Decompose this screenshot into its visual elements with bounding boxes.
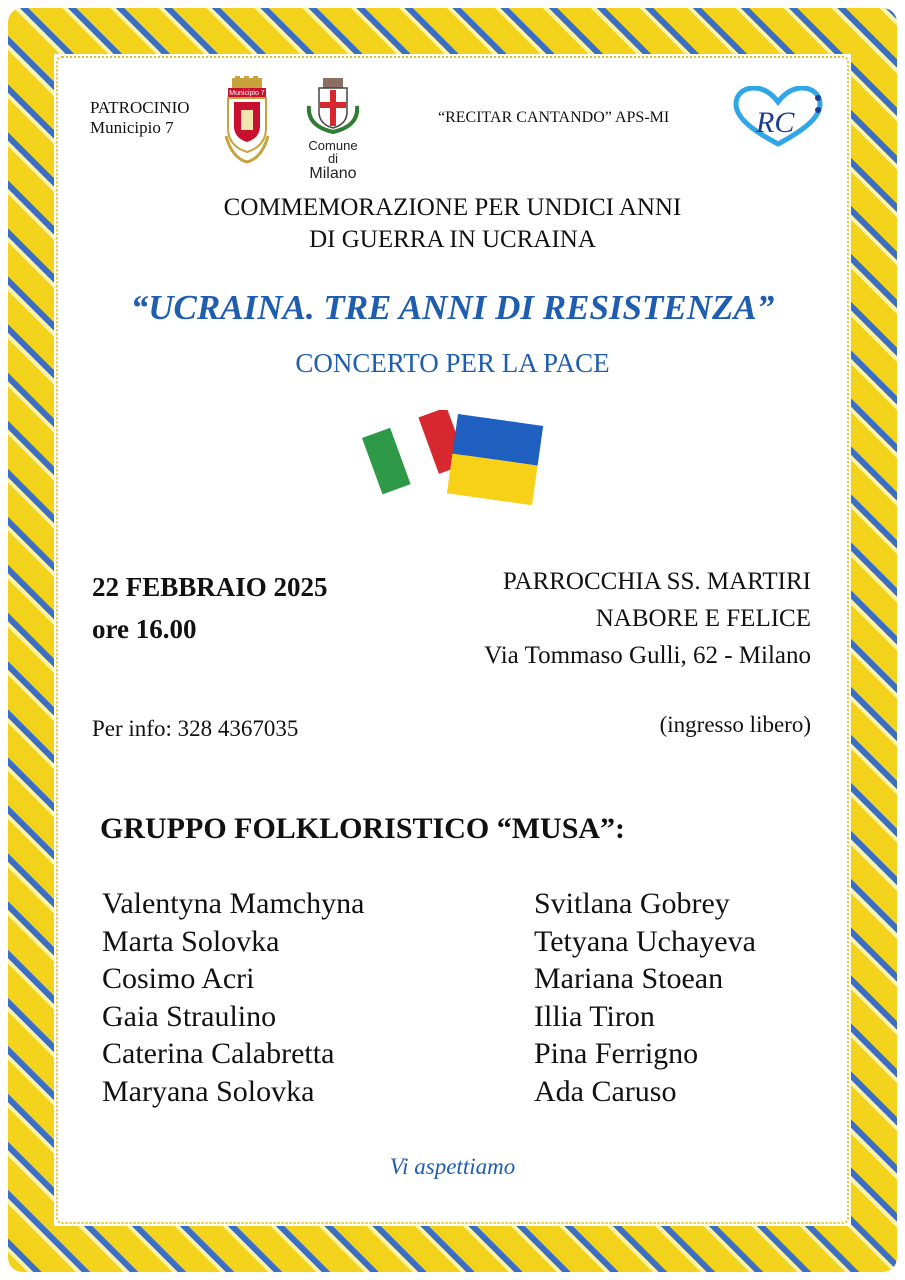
ukrainian-flag-icon xyxy=(447,414,543,505)
patronage-label: PATROCINIO xyxy=(90,98,190,117)
member-name: Caterina Calabretta xyxy=(102,1037,335,1071)
member-name: Cosimo Acri xyxy=(102,962,255,996)
organizer-name: “RECITAR CANTANDO” APS-MI xyxy=(438,109,670,126)
member-name: Tetyana Uchayeva xyxy=(534,924,756,958)
comune-logo-line2: Milano xyxy=(309,165,357,182)
member-name: Marta Solovka xyxy=(102,924,280,958)
group-heading: GRUPPO FOLKLORISTICO “MUSA”: xyxy=(100,812,626,845)
commemoration-line-2: DI GUERRA IN UCRAINA xyxy=(309,226,596,253)
member-name: Valentyna Mamchyna xyxy=(102,887,365,920)
event-title: “UCRAINA. TRE ANNI DI RESISTENZA” xyxy=(130,288,775,327)
patronage-entity: Municipio 7 xyxy=(90,118,174,137)
italy-ukraine-flags-icon xyxy=(360,410,550,510)
member-name: Maryana Solovka xyxy=(102,1074,315,1108)
event-subtitle: CONCERTO PER LA PACE xyxy=(295,348,610,378)
venue-line-2: NABORE E FELICE xyxy=(595,605,811,632)
closing-message: Vi aspettiamo xyxy=(389,1154,516,1179)
event-venue xyxy=(484,563,811,674)
member-name: Pina Ferrigno xyxy=(534,1037,699,1071)
member-name: Mariana Stoean xyxy=(534,962,724,996)
milano-crest-icon xyxy=(303,76,363,134)
member-name: Svitlana Gobrey xyxy=(534,887,730,920)
comune-logo-line1: Comune di xyxy=(308,138,358,166)
event-datetime xyxy=(92,566,328,650)
venue-line-1: PARROCCHIA SS. MARTIRI xyxy=(502,568,811,595)
municipio-7-logo xyxy=(222,76,272,164)
member-name: Illia Tiron xyxy=(534,999,655,1033)
patronage-text xyxy=(90,98,190,138)
members-right-column xyxy=(534,885,756,1111)
member-name: Ada Caruso xyxy=(534,1074,677,1108)
commemoration-heading xyxy=(0,192,905,256)
municipio-logo-label: Municipio 7 xyxy=(229,90,265,97)
members-left-column xyxy=(102,885,364,1111)
venue-address: Via Tommaso Gulli, 62 - Milano xyxy=(484,642,811,669)
event-date: 22 FEBBRAIO 2025 xyxy=(92,572,328,602)
comune-milano-logo xyxy=(303,76,363,182)
event-time: ore 16.00 xyxy=(92,614,197,644)
recitar-cantando-logo xyxy=(730,86,826,150)
commemoration-line-1: COMMEMORAZIONE PER UNDICI ANNI xyxy=(223,194,682,221)
rc-logo-text: RC xyxy=(756,106,795,139)
contact-info: Per info: 328 4367035 xyxy=(92,716,299,741)
member-name: Gaia Straulino xyxy=(102,999,277,1033)
entry-note: (ingresso libero) xyxy=(659,712,811,737)
